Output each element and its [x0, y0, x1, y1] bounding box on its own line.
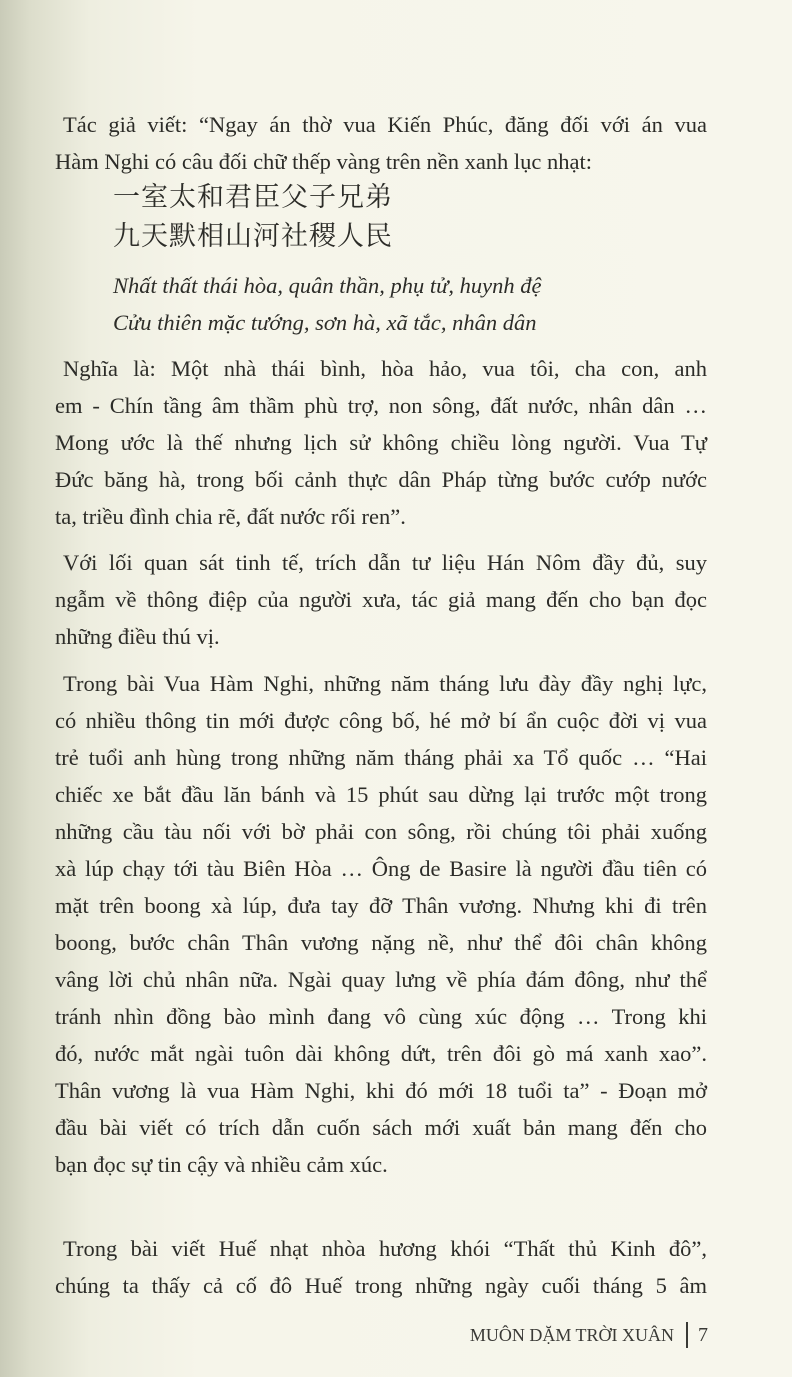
text-line: chúng ta thấy cả cố đô Huế trong những ngày cuối tháng 5 âm — [55, 1273, 707, 1298]
text-line: xà lúp chạy tới tàu Biên Hòa … Ông de Basire là người đầu tiên có — [55, 856, 707, 881]
couplet-line-transliteration: Cửu thiên mặc tướng, sơn hà, xã tắc, nhân dân — [113, 310, 537, 335]
text-line: tránh nhìn đồng bào mình đang vô cùng xúc động … Trong khi — [55, 1004, 707, 1029]
couplet-line-transliteration: Nhất thất thái hòa, quân thần, phụ tử, huynh đệ — [113, 273, 542, 298]
text-line: Mong ước là thế nhưng lịch sử không chiều lòng người. Vua Tự — [55, 430, 707, 455]
text-line: những điều thú vị. — [55, 624, 220, 649]
text-line: ngẫm về thông điệp của người xưa, tác giả mang đến cho bạn đọc — [55, 587, 707, 612]
text-line: mặt trên boong xà lúp, đưa tay đỡ Thân vương. Nhưng khi đi trên — [55, 893, 707, 918]
text-line: Với lối quan sát tinh tế, trích dẫn tư liệu Hán Nôm đầy đủ, suy — [63, 550, 707, 575]
text-line: Thân vương là vua Hàm Nghi, khi đó mới 18 tuổi ta” - Đoạn mở — [55, 1078, 707, 1103]
text-line: Hàm Nghi có câu đối chữ thếp vàng trên nền xanh lục nhạt: — [55, 149, 593, 174]
text-line: Trong bài viết Huế nhạt nhòa hương khói “Thất thủ Kinh đô”, — [63, 1236, 707, 1261]
text-line: vâng lời chủ nhân nữa. Ngài quay lưng về phía đám đông, như thể — [55, 967, 707, 992]
text-line: đó, nước mắt ngài tuôn dài không dứt, trên đôi gò má xanh xao”. — [55, 1041, 707, 1066]
couplet-line-chinese: 九天默相山河社稷人民 — [113, 221, 393, 252]
text-line: Đức băng hà, trong bối cảnh thực dân Pháp từng bước cướp nước — [55, 467, 707, 492]
text-line: Tác giả viết: “Ngay án thờ vua Kiến Phúc, đăng đối với án vua — [63, 112, 707, 137]
text-line: Nghĩa là: Một nhà thái bình, hòa hảo, vua tôi, cha con, anh — [63, 356, 707, 381]
running-title: MUÔN DẶM TRỜI XUÂN — [469, 1325, 674, 1345]
text-line: Trong bài Vua Hàm Nghi, những năm tháng lưu đày đầy nghị lực, — [63, 671, 707, 696]
page-number: 7 — [698, 1324, 708, 1346]
text-line: những cầu tàu nối với bờ phải con sông, rồi chúng tôi phải xuống — [55, 819, 707, 844]
text-line: em - Chín tầng âm thầm phù trợ, non sông, đất nước, nhân dân … — [55, 393, 707, 418]
footer-divider — [686, 1322, 688, 1348]
text-line: ta, triều đình chia rẽ, đất nước rối ren”. — [55, 504, 406, 529]
text-line: boong, bước chân Thân vương nặng nề, như thể đôi chân không — [55, 930, 707, 955]
text-line: có nhiều thông tin mới được công bố, hé mở bí ẩn cuộc đời vị vua — [55, 708, 707, 733]
text-line: trẻ tuổi anh hùng trong những năm tháng phải xa Tổ quốc … “Hai — [55, 745, 707, 770]
text-line: chiếc xe bắt đầu lăn bánh và 15 phút sau dừng lại trước một trong — [55, 782, 707, 807]
text-line: đầu bài viết có trích dẫn cuốn sách mới xuất bản mang đến cho — [55, 1115, 707, 1140]
text-line: bạn đọc sự tin cậy và nhiều cảm xúc. — [55, 1152, 388, 1177]
couplet-line-chinese: 一室太和君臣父子兄弟 — [113, 182, 393, 213]
